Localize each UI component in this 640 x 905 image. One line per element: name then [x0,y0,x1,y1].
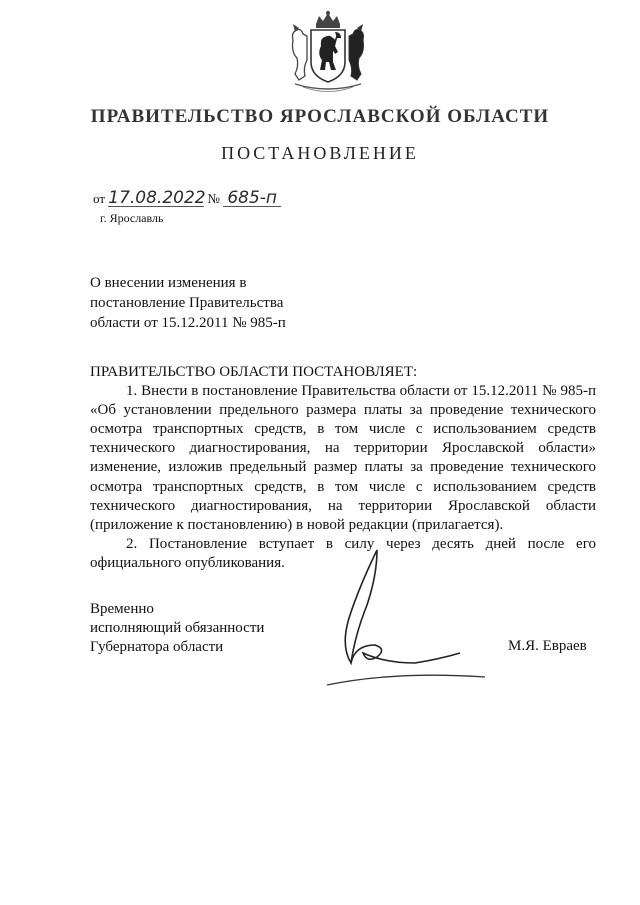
document-body [90,363,596,573]
date-number-line [93,190,281,207]
document-subject: О внесении изменения в постановление Правительства области от 15.12.2011 № 985-п [90,275,286,331]
signer-title-line-3: Губернатора области [90,639,224,655]
body-heading: ПРАВИТЕЛЬСТВО ОБЛАСТИ ПОСТАНОВЛЯЕТ: [90,364,418,380]
document-date: 17.08.2022 [108,188,206,208]
date-prefix: от [93,191,106,206]
city: г. Ярославль [100,211,164,225]
signer-title-line-2: исполняющий обязанности [90,620,265,636]
body-paragraph-2: 2. Постановление вступает в силу через десять дней после его официального опубликования. [90,535,596,571]
signer-title-line-1: Временно [90,601,154,617]
signer-name: М.Я. Евраев [508,638,587,654]
body-paragraph-1: 1. Внести в постановление Правительства области от 15.12.2011 № 985-п «Об установлении предельного размера платы за проведение технического осмотра транспортных средств, в том числе с использованием средств технического диагностирования, на территории Ярославской области» изменение, изложив предельный размер платы за проведение технического осмотра транспортных средств, в том числе с использованием средств технического диагностирования, на территории Ярославской области (приложение к постановлению) в новой редакции (прилагается). [90,383,596,533]
document-type: ПОСТАНОВЛЕНИЕ [221,143,419,163]
coat-of-arms-icon [283,10,373,94]
government-title: ПРАВИТЕЛЬСТВО ЯРОСЛАВСКОЙ ОБЛАСТИ [90,106,550,127]
document-number: 685-п [223,190,281,207]
number-prefix: № [207,191,220,206]
signer-title [90,600,290,657]
handwritten-signature-icon [315,545,530,695]
